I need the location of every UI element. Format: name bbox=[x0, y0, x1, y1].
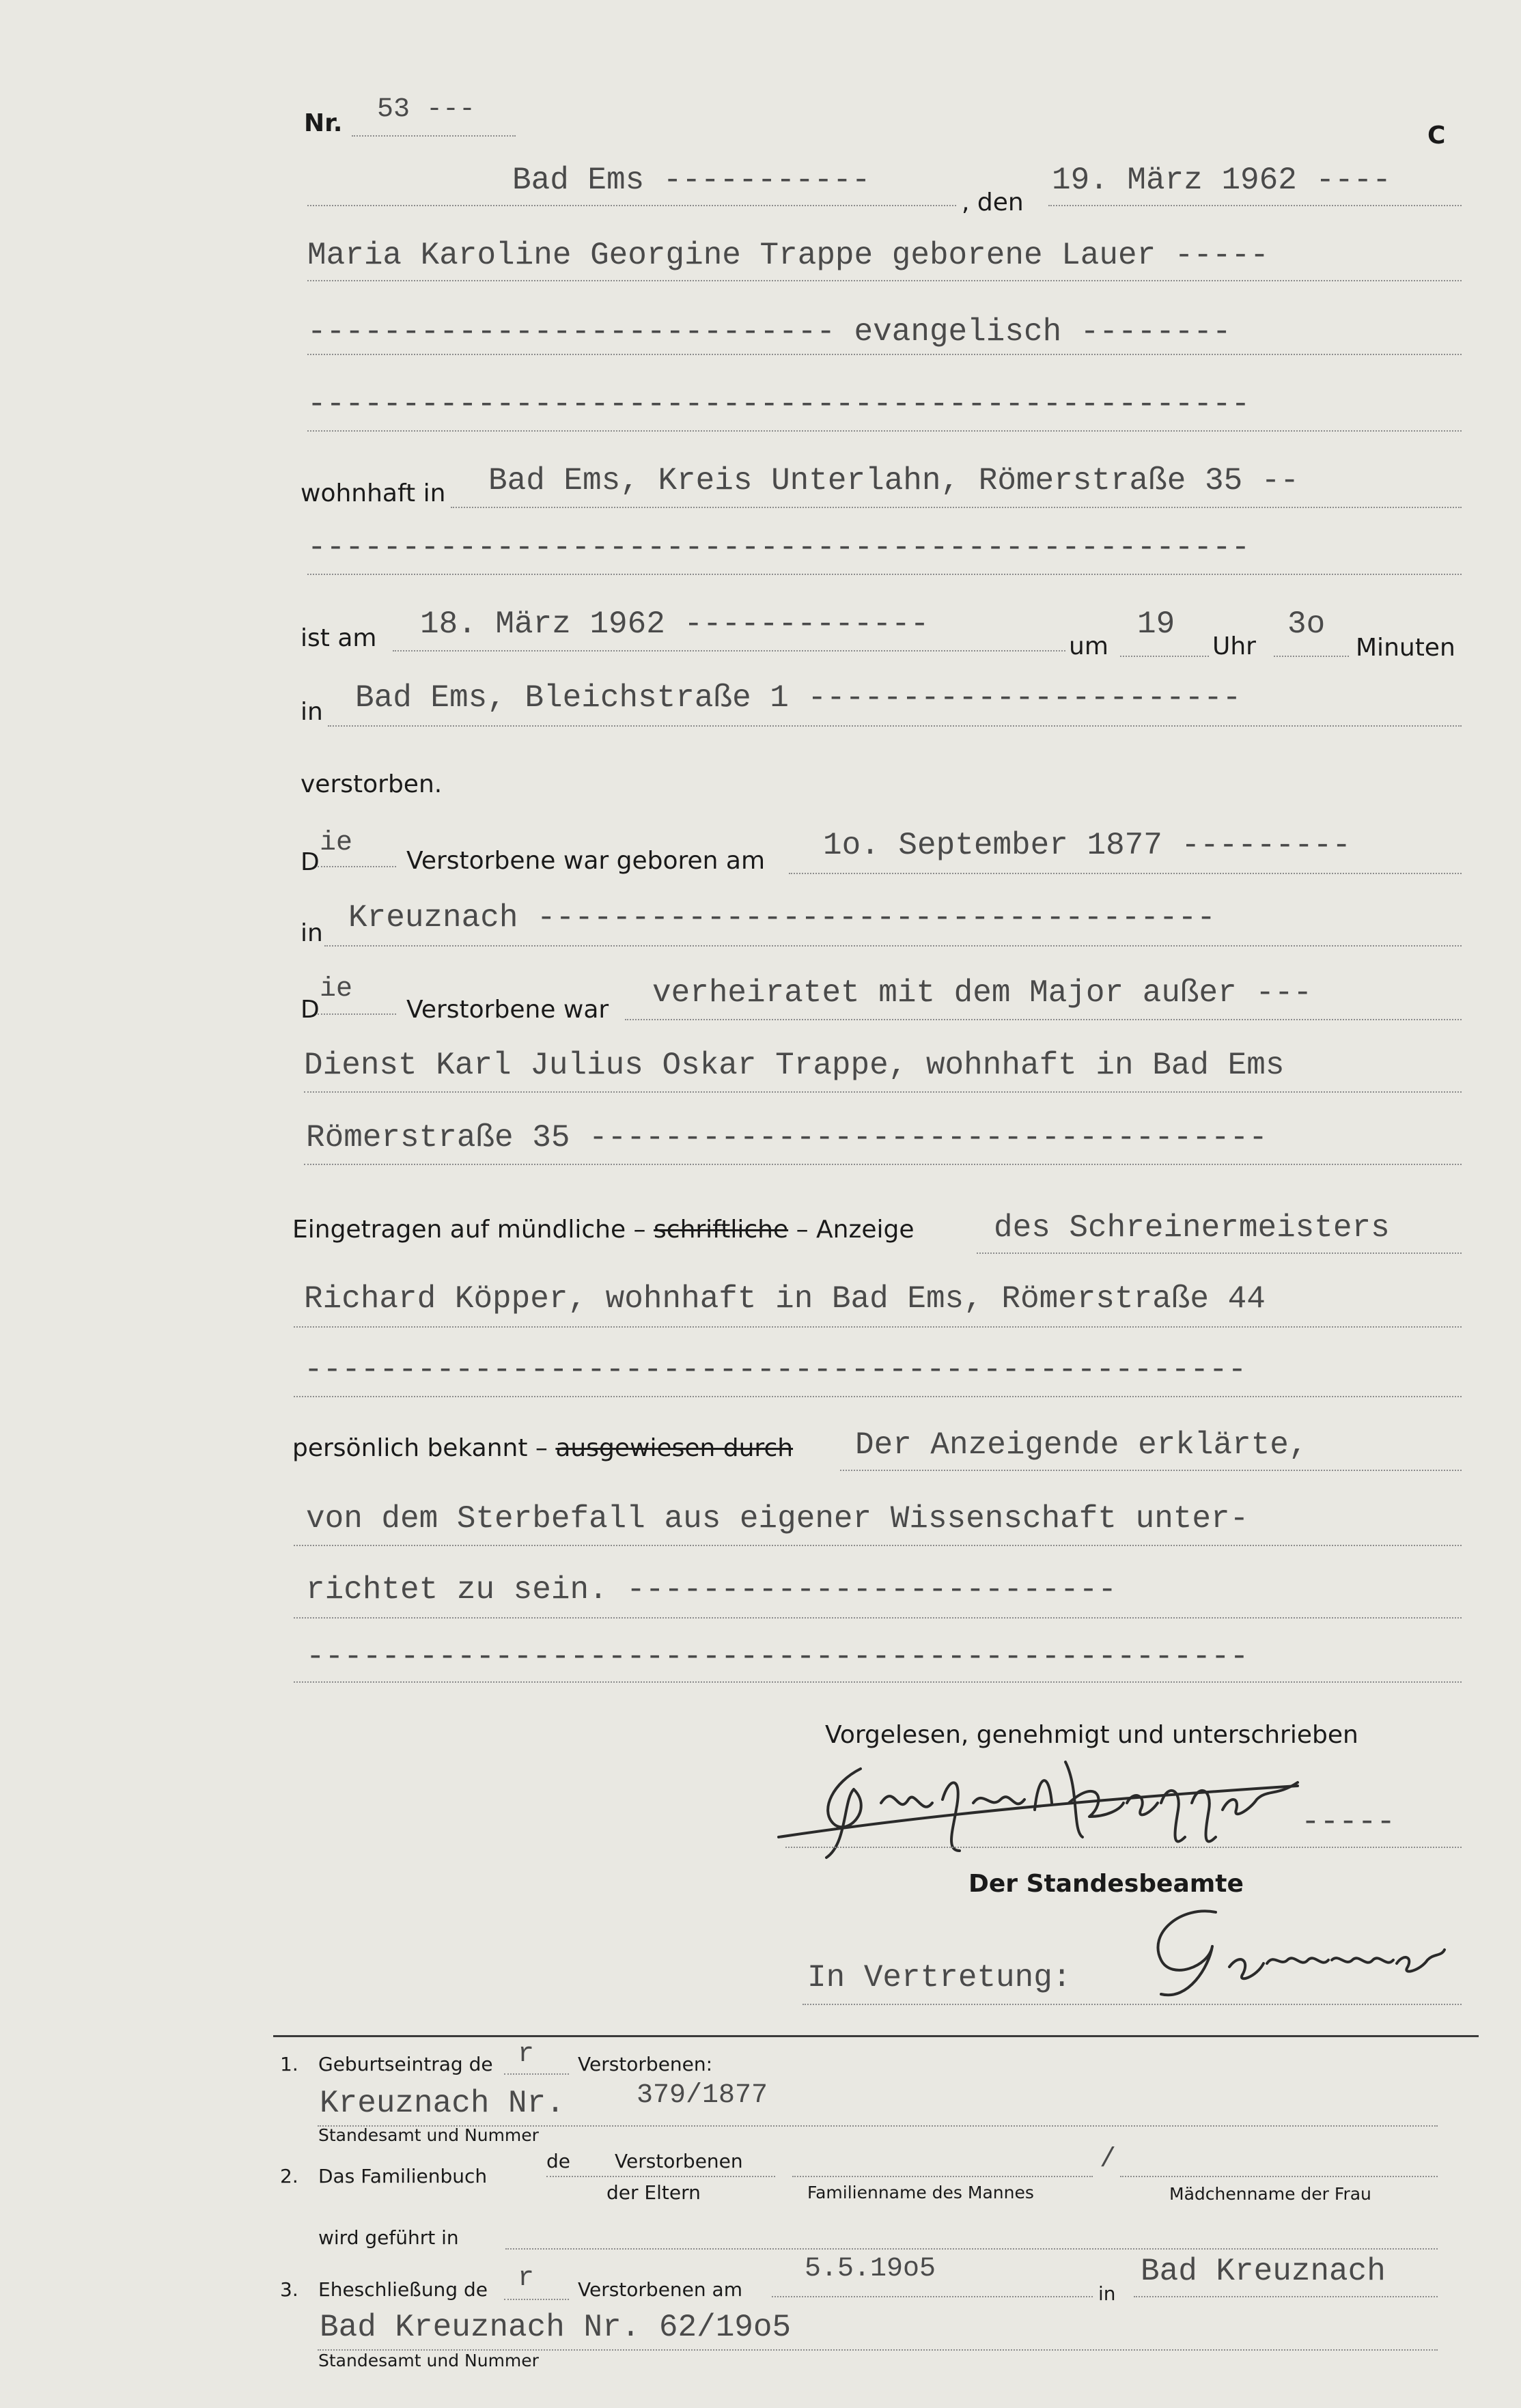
marital-d-dotted-line bbox=[318, 1013, 396, 1015]
informant-3-dotted-line bbox=[294, 1396, 1462, 1397]
footnote-2-option-dotted-line bbox=[546, 2176, 775, 2177]
marital-d-suffix: ie bbox=[320, 974, 353, 1005]
statement-line-1: Der Anzeigende erklärte, bbox=[855, 1427, 1308, 1463]
residence-cont-dotted-line bbox=[307, 574, 1462, 575]
death-minute: 3o bbox=[1287, 606, 1326, 642]
birth-date-dotted-line bbox=[789, 873, 1462, 874]
identity-label bbox=[292, 1434, 793, 1462]
marital-line-3: Römerstraße 35 ------------------------------------ bbox=[306, 1120, 1268, 1156]
birth-date: 1o. September 1877 --------- bbox=[823, 828, 1351, 863]
registration-date: 19. März 1962 ---- bbox=[1052, 163, 1391, 198]
footnote-2-kept-in-dotted-line bbox=[505, 2248, 1438, 2250]
informant-line-2: Richard Köpper, wohnhaft in Bad Ems, Römerstraße 44 bbox=[304, 1281, 1266, 1317]
footnote-2-wife-caption: Mädchenname der Frau bbox=[1169, 2184, 1371, 2204]
footnote-2-wife-dotted-line bbox=[1120, 2176, 1438, 2177]
birth-label: Verstorbene war geboren am bbox=[406, 847, 766, 875]
registrar-signature-dotted-line bbox=[803, 2004, 1462, 2005]
blank-dash-line: -------------------------------------------------- bbox=[307, 387, 1251, 422]
footnote-3-suffix: r bbox=[518, 2263, 535, 2294]
footnote-3-registry: Bad Kreuznach Nr. 62/19o5 bbox=[320, 2310, 792, 2345]
identity-label-pre: persönlich bekannt – bbox=[292, 1434, 548, 1462]
nr-label: Nr. bbox=[304, 109, 343, 137]
nr-value: 53 --- bbox=[377, 94, 476, 125]
informant-signature-dotted-line bbox=[785, 1847, 1462, 1848]
read-approved-label: Vorgelesen, genehmigt und unterschrieben bbox=[825, 1721, 1358, 1749]
footnote-3-date-dotted-line bbox=[772, 2296, 1093, 2297]
footnote-3-caption: Standesamt und Nummer bbox=[318, 2351, 539, 2370]
minute-dotted-line bbox=[1274, 656, 1349, 657]
statement-line-2: von dem Sterbefall aus eigener Wissenschaft unter- bbox=[306, 1501, 1249, 1537]
footnote-3-place: Bad Kreuznach bbox=[1141, 2254, 1386, 2289]
marital-3-dotted-line bbox=[304, 1164, 1462, 1165]
um-label: um bbox=[1069, 632, 1108, 660]
footnote-1-caption: Standesamt und Nummer bbox=[318, 2125, 539, 2145]
birth-place: Kreuznach ------------------------------------ bbox=[348, 900, 1216, 936]
deputy-label: In Vertretung: bbox=[807, 1960, 1072, 1996]
death-place: Bad Ems, Bleichstraße 1 ----------------------- bbox=[355, 680, 1242, 716]
residence-dotted-line bbox=[451, 507, 1462, 508]
footnote-2-number: 2. bbox=[280, 2165, 298, 2187]
footnote-3-label-2: Verstorbenen am bbox=[578, 2278, 742, 2301]
footnote-3-in-label: in bbox=[1098, 2282, 1116, 2305]
name-dotted-line bbox=[307, 280, 1462, 281]
residence-label: wohnhaft in bbox=[301, 479, 446, 507]
birth-in-label: in bbox=[301, 919, 323, 947]
residence-value: Bad Ems, Kreis Unterlahn, Römerstraße 35 -- bbox=[488, 463, 1299, 499]
identity-label-struck: ausgewiesen durch bbox=[555, 1434, 794, 1462]
deceased-name: Maria Karoline Georgine Trappe geborene Lauer ----- bbox=[307, 238, 1269, 273]
informant-2-dotted-line bbox=[294, 1326, 1462, 1328]
marital-line-1: verheiratet mit dem Major außer --- bbox=[652, 975, 1313, 1011]
birth-d-dotted-line bbox=[318, 866, 396, 867]
statement-2-dotted-line bbox=[294, 1545, 1462, 1546]
statement-line-4: -------------------------------------------------- bbox=[306, 1639, 1249, 1675]
den-label: , den bbox=[962, 188, 1024, 216]
footnote-1-label: Geburtseintrag de bbox=[318, 2053, 493, 2075]
footnote-3-number: 3. bbox=[280, 2278, 298, 2301]
statement-line-3: richtet zu sein. -------------------------- bbox=[306, 1572, 1117, 1608]
birth-d-suffix: ie bbox=[320, 828, 353, 858]
statement-4-dotted-line bbox=[294, 1681, 1462, 1683]
date-dotted-line bbox=[1048, 205, 1462, 206]
footnote-1-number-value: 379/1877 bbox=[637, 2080, 768, 2111]
marital-d-label: D bbox=[301, 996, 320, 1024]
death-place-dotted-line bbox=[328, 725, 1462, 727]
footnote-1-place: Kreuznach Nr. bbox=[320, 2086, 565, 2121]
informant-signature-dash: ----- bbox=[1301, 1804, 1396, 1840]
informant-1-dotted-line bbox=[977, 1252, 1462, 1254]
footnote-1-suffix-dotted-line bbox=[504, 2073, 569, 2075]
registrar-signature-image bbox=[1134, 1892, 1448, 2008]
footnote-separator bbox=[273, 2035, 1479, 2037]
marital-2-dotted-line bbox=[304, 1091, 1462, 1093]
ist-am-label: ist am bbox=[301, 624, 377, 652]
birth-d-label: D bbox=[301, 848, 320, 876]
footnote-2-slash: / bbox=[1100, 2144, 1117, 2175]
footnote-2-option-deceased: Verstorbenen bbox=[615, 2150, 743, 2172]
informant-line-3: -------------------------------------------------- bbox=[304, 1352, 1247, 1388]
statement-3-dotted-line bbox=[294, 1617, 1462, 1619]
statement-1-dotted-line bbox=[840, 1470, 1462, 1471]
blank-dotted-line bbox=[307, 430, 1462, 432]
hour-dotted-line bbox=[1120, 656, 1209, 657]
register-letter: C bbox=[1427, 122, 1446, 150]
registration-label bbox=[292, 1216, 915, 1244]
marital-line-2: Dienst Karl Julius Oskar Trappe, wohnhaft in Bad Ems bbox=[304, 1048, 1285, 1083]
death-hour: 19 bbox=[1137, 606, 1175, 642]
birth-place-dotted-line bbox=[324, 945, 1462, 947]
footnote-2-husband-caption: Familienname des Mannes bbox=[807, 2183, 1034, 2202]
registration-label-struck: schriftliche bbox=[654, 1216, 789, 1244]
footnote-1-suffix: r bbox=[518, 2039, 535, 2070]
registrar-label: Der Standesbeamte bbox=[968, 1870, 1244, 1898]
footnote-3-label: Eheschließung de bbox=[318, 2278, 488, 2301]
informant-line-1: des Schreinermeisters bbox=[994, 1210, 1390, 1246]
registration-label-pre: Eingetragen auf mündliche – bbox=[292, 1216, 646, 1244]
footnote-1-label-2: Verstorbenen: bbox=[578, 2053, 713, 2075]
footnote-3-suffix-dotted-line bbox=[504, 2299, 569, 2300]
marital-label: Verstorbene war bbox=[406, 996, 609, 1024]
nr-dotted-line bbox=[352, 135, 516, 137]
footnote-2-husband-dotted-line bbox=[792, 2176, 1093, 2177]
residence-continuation: -------------------------------------------------- bbox=[307, 530, 1251, 565]
religion-line: ---------------------------- evangelisch -------- bbox=[307, 314, 1231, 350]
footnote-2-kept-in-label: wird geführt in bbox=[318, 2226, 459, 2249]
footnote-1-number: 1. bbox=[280, 2053, 298, 2075]
minuten-label: Minuten bbox=[1356, 634, 1455, 662]
footnote-2-label: Das Familienbuch bbox=[318, 2165, 488, 2187]
death-in-label: in bbox=[301, 698, 323, 726]
footnote-3-place-dotted-line bbox=[1134, 2296, 1438, 2297]
informant-signature-image bbox=[779, 1735, 1325, 1864]
footnote-2-de: de bbox=[546, 2150, 570, 2172]
religion-dotted-line bbox=[307, 354, 1462, 355]
place-dotted-line bbox=[307, 205, 956, 206]
death-date-dotted-line bbox=[393, 650, 1065, 652]
death-date: 18. März 1962 ------------- bbox=[420, 606, 930, 642]
uhr-label: Uhr bbox=[1212, 632, 1256, 660]
footnote-3-date: 5.5.19o5 bbox=[805, 2254, 936, 2284]
registration-label-post: – Anzeige bbox=[796, 1216, 915, 1244]
registration-place: Bad Ems ----------- bbox=[512, 163, 871, 198]
footnote-2-option-parents: der Eltern bbox=[606, 2181, 701, 2204]
marital-1-dotted-line bbox=[625, 1019, 1462, 1020]
verstorben-label: verstorben. bbox=[301, 770, 443, 798]
